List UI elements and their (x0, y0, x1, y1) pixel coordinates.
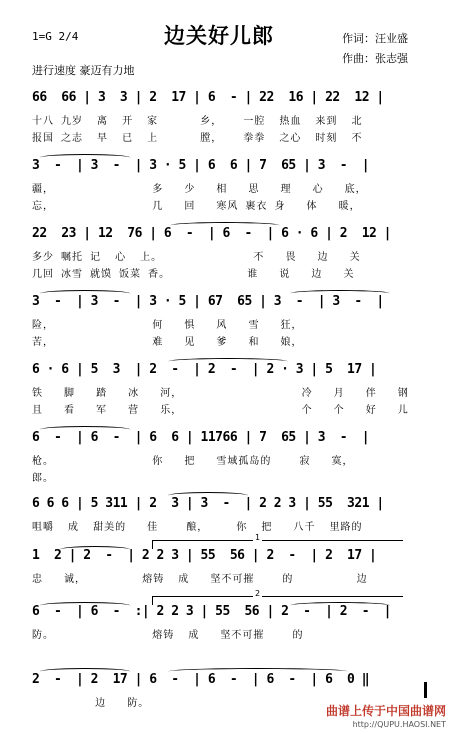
watermark-text: 曲谱上传于中国曲谱网 (325, 704, 446, 718)
notation-line: 6 · 6 | 5 3 | 2 - | 2 - | 2 · 3 | 5 17 | (32, 362, 377, 377)
score-row-4 (0, 282, 450, 352)
score-row-6 (0, 418, 450, 488)
notation-line: 6 - | 6 - :| 2 2 3 | 55 56 | 2 - | 2 - | (32, 604, 392, 619)
lyric-verse-1: 边 防。 (32, 698, 150, 709)
notation-line: 22 23 | 12 76 | 6 - | 6 - | 6 · 6 | 2 12 | (32, 226, 392, 241)
lyric-verse-1: 疆， 多 少 相 思 理 心 底， (32, 184, 367, 195)
lyric-verse-2: 且 看 军 营 乐， 个 个 好 儿 (32, 405, 409, 416)
notation-line: 2 - | 2 17 | 6 - | 6 - | 6 - | 6 0 ‖ (32, 672, 370, 687)
lyric-verse-2: 忘， 几 回 寒风 裹衣 身 体 暖， (32, 201, 361, 212)
notation-line: 3 - | 3 - | 3 · 5 | 67 65 | 3 - | 3 - | (32, 294, 384, 309)
lyricist-credit: 作词：汪业盛 (342, 32, 408, 45)
score-row-1 (0, 78, 450, 148)
score-row-5 (0, 350, 450, 420)
lyric-verse-1: 十八 九岁 离 开 家 乡， 一腔 热血 来到 北 (32, 116, 363, 127)
volta-number: 1 (255, 533, 261, 542)
watermark-url: http://QUPU.HAOSI.NET (352, 720, 446, 729)
lyric-verse-1: 铁 脚 踏 冰 河， 冷 月 伴 钢 (32, 388, 409, 399)
lyric-verse-2: 苦， 难 见 爹 和 娘， (32, 337, 303, 348)
tempo-marking: 进行速度 豪迈有力地 (32, 64, 135, 77)
lyric-verse-1: 枪。 你 把 雪域孤岛的 寂 寞， (32, 456, 354, 467)
song-title: 边关好儿郎 (164, 23, 274, 48)
lyric-verse-1: 多少 嘱托 记 心 上。 不 畏 边 关 (32, 252, 361, 263)
volta-number: 2 (255, 589, 261, 598)
notation-line: 66 66 | 3 3 | 2 17 | 6 - | 22 16 | 22 12 | (32, 90, 384, 105)
score-row-2 (0, 146, 450, 216)
key-signature: 1=G 2/4 (32, 30, 79, 43)
lyric-verse-2: 几回 冰雪 就馍 饭菜 香。 谁 说 边 关 (32, 269, 355, 280)
lyric-verse-1: 防。 熔铸 成 坚不可摧 的 (32, 630, 304, 641)
site-watermark (326, 704, 446, 732)
notation-line: 3 - | 3 - | 3 · 5 | 6 6 | 7 65 | 3 - | (32, 158, 370, 173)
lyric-verse-2: 报国 之志 早 已 上 膛， 拳拳 之心 时刻 不 (32, 133, 363, 144)
lyric-verse-1: 忠 诚， 熔铸 成 坚不可摧 的 边 (32, 574, 368, 585)
lyric-verse-1: 险， 何 惧 风 雪 狂， (32, 320, 303, 331)
score-row-9 (0, 589, 450, 662)
notation-line: 6 - | 6 - | 6 6 | 11766 | 7 65 | 3 - | (32, 430, 370, 445)
notation-line: 6 6 6 | 5 311 | 2 3 | 3 - | 2 2 3 | 55 321 | (32, 496, 384, 511)
notation-line: 1 2 | 2 - | 2 2 3 | 55 56 | 2 - | 2 17 | (32, 548, 377, 563)
lyric-verse-1: 咀嚼 成 甜美的 佳 酿， 你 把 八千 里路的 (32, 522, 363, 533)
lyric-verse-2: 郎。 (32, 473, 54, 484)
composer-credit: 作曲：张志强 (342, 52, 408, 65)
score-row-3 (0, 214, 450, 284)
